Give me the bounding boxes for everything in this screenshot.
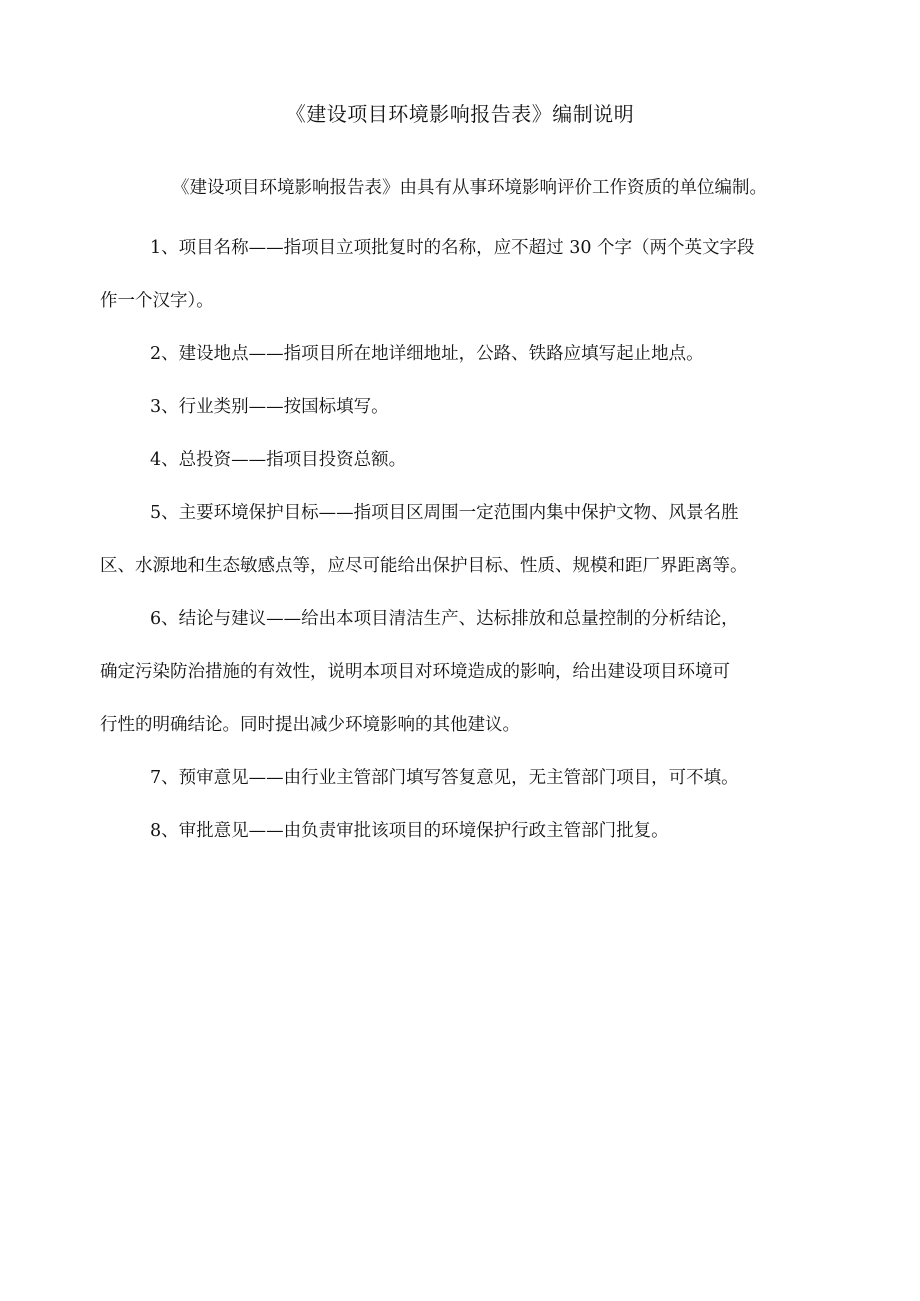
item-5-line-1: 5、主要环境保护目标——指项目区周围一定范围内集中保护文物、风景名胜 (150, 503, 739, 523)
item-7-line-1: 7、预审意见——由行业主管部门填写答复意见，无主管部门项目，可不填。 (150, 768, 739, 788)
instruction-item-7 (100, 762, 860, 794)
item-2-line-1: 2、建设地点——指项目所在地详细地址，公路、铁路应填写起止地点。 (150, 344, 704, 364)
intro-paragraph (100, 172, 860, 204)
item-6-line-1: 6、结论与建议——给出本项目清洁生产、达标排放和总量控制的分析结论， (150, 609, 739, 629)
item-8-line-1: 8、审批意见——由负责审批该项目的环境保护行政主管部门批复。 (150, 821, 669, 841)
item-5-line-2: 区、水源地和生态敏感点等，应尽可能给出保护目标、性质、规模和距厂界距离等。 (100, 556, 748, 576)
instruction-item-1 (100, 232, 860, 317)
item-4-line-1: 4、总投资——指项目投资总额。 (150, 450, 407, 470)
instruction-item-5 (100, 497, 860, 582)
instruction-item-6 (100, 603, 860, 741)
intro-text: 《建设项目环境影响报告表》由具有从事环境影响评价工作资质的单位编制。 (172, 178, 767, 198)
instruction-item-3 (100, 391, 860, 423)
instruction-item-8 (100, 815, 860, 847)
instruction-item-2 (100, 338, 860, 370)
item-6-line-2: 确定污染防治措施的有效性，说明本项目对环境造成的影响，给出建设项目环境可 (100, 662, 730, 682)
instruction-item-4 (100, 444, 860, 476)
item-3-line-1: 3、行业类别——按国标填写。 (150, 397, 389, 417)
item-1-line-2: 作一个汉字）。 (100, 291, 214, 311)
item-1-line-1: 1、项目名称——指项目立项批复时的名称，应不超过 30 个字（两个英文字段 (150, 238, 755, 258)
document-title: 《建设项目环境影响报告表》编制说明 (285, 102, 635, 126)
item-6-line-3: 行性的明确结论。同时提出减少环境影响的其他建议。 (100, 715, 520, 735)
instruction-list (100, 232, 860, 847)
